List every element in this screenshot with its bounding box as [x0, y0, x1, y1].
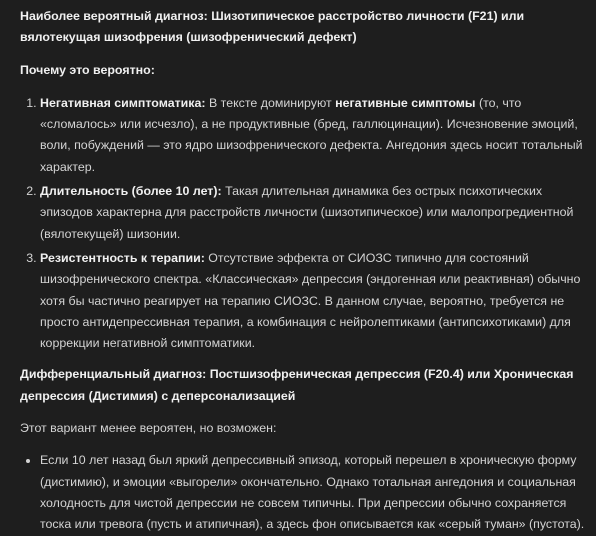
differential-heading [20, 364, 588, 407]
reason-item-duration [40, 181, 588, 245]
reason-title: Негативная симптоматика: [40, 95, 206, 110]
reason-title: Резистентность к терапии: [40, 250, 205, 265]
reason-text: В тексте доминируют [205, 95, 336, 110]
differential-bullets [20, 450, 588, 535]
reason-title: Длительность (более 10 лет): [40, 184, 222, 199]
why-heading [20, 60, 588, 81]
reason-item-negative-symptoms [40, 93, 588, 178]
reason-text: (то, что «сломалось» или исчезло), а не продуктивные (бред, галлюцинации). Исчезновение эмоций, воли, побуждений — это ядро шизофренического дефекта. Ангедония здесь носит тотальный характер. [40, 95, 583, 174]
differential-note: Этот вариант менее вероятен, но возможен: [20, 421, 277, 436]
reason-bold-mid: негативные симптомы [335, 95, 476, 110]
bullet-item: • Если 10 лет назад был яркий депрессивный эпизод, который перешел в хроническую форму (дистимию), и эмоции «выгорели» окончательно. Однако тотальная ангедония и социальная холодность для чистой депрессии не совсем типичны. При депрессии обычно сохраняется тоска или тревога (пусть и атипичная), а здесь фон описывается как «серый туман» (пустота). [40, 450, 588, 535]
main-diagnosis-text: Наиболее вероятный диагноз: Шизотипическое расстройство личности (F21) или вялотекущая шизофрения (шизофренический дефект) [20, 9, 525, 45]
reasons-list [20, 93, 588, 355]
why-heading-text: Почему это вероятно: [20, 62, 155, 77]
reason-text: Отсутствие эффекта от СИОЗС типично для состояний шизофренического спектра. «Классическая» депрессия (эндогенная или реактивная) обычно хотя бы частично реагирует на терапию СИОЗС. В данном случае, вероятно, требуется не просто антидепрессивная терапия, а комбинация с нейролептиками (антипсихотиками) для коррекции негативной симптоматики. [40, 250, 581, 351]
differential-heading-text: Дифференциальный диагноз: Постшизофреническая депрессия (F20.4) или Хроническая депрессия (Дистимия) с деперсонализацией [20, 367, 574, 403]
main-diagnosis-heading [20, 6, 588, 49]
reason-item-resistance [40, 248, 588, 354]
reason-text: Такая длительная динамика без острых психотических эпизодов характерна для расстройств личности (шизотипическое) или малопрогредиентной (вялотекущей) шизонии. [40, 184, 574, 241]
